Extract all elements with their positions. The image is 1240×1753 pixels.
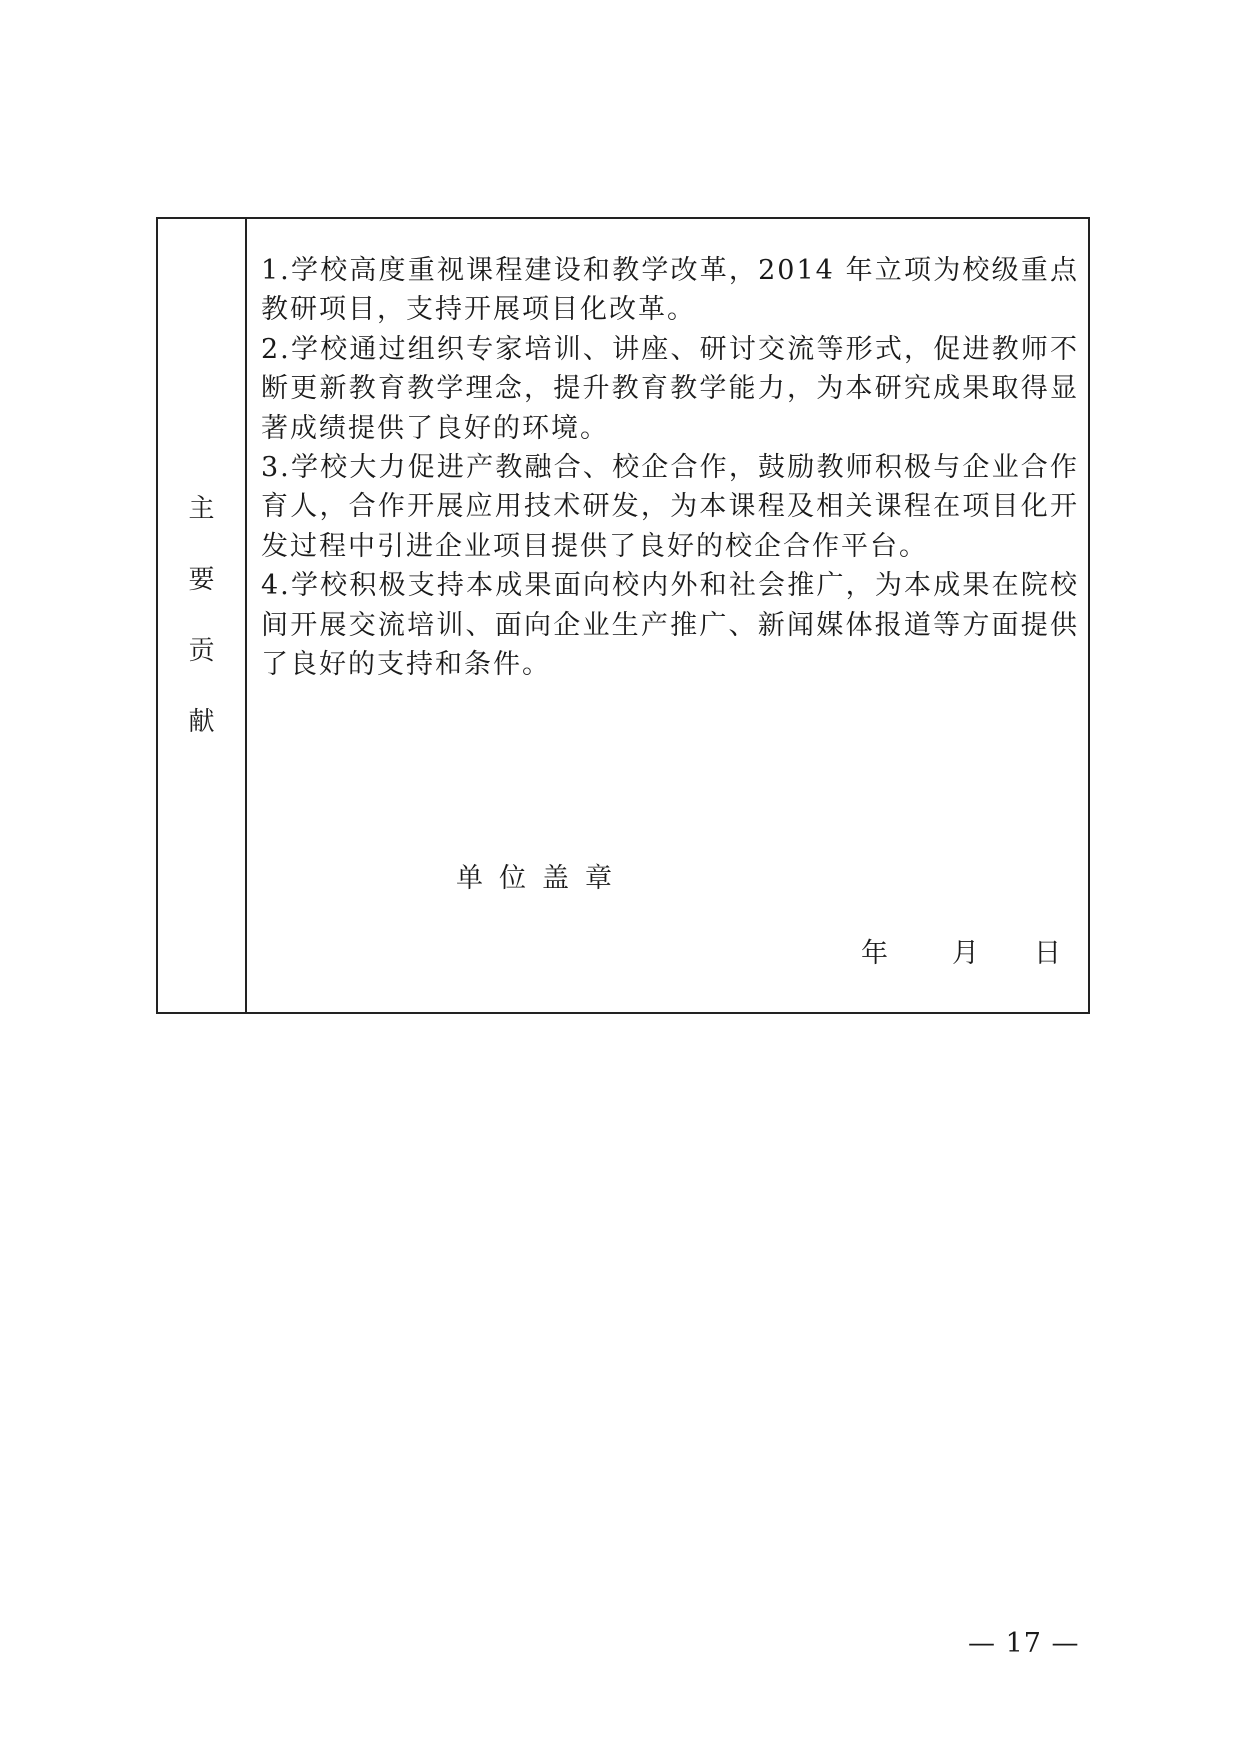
date-year-label: 年 [861, 938, 888, 969]
row-label-cell [158, 219, 247, 1012]
contribution-paragraph: 4.学校积极支持本成果面向校内外和社会推广，为本成果在院校间开展交流培训、面向企业生产推广、新闻媒体报道等方面提供了良好的支持和条件。 [261, 570, 1079, 681]
contribution-paragraph: 2.学校通过组织专家培训、讲座、研讨交流等形式，促进教师不断更新教育教学理念，提升教育教学能力，为本研究成果取得显著成绩提供了良好的环境。 [261, 333, 1079, 444]
date-day-label: 日 [1034, 938, 1061, 969]
row-label-char: 贡 [188, 635, 215, 666]
content-cell [247, 219, 1088, 1012]
contribution-paragraph: 3.学校大力促进产教融合、校企合作，鼓励教师积极与企业合作育人，合作开展应用技术研发，为本课程及相关课程在项目化开发过程中引进企业项目提供了良好的校企合作平台。 [261, 452, 1079, 562]
date-month-label: 月 [952, 938, 979, 969]
page-number: — 17 — [968, 1628, 1080, 1659]
row-label-char: 要 [188, 564, 215, 595]
contribution-paragraph: 1.学校高度重视课程建设和教学改革，2014 年立项为校级重点教研项目，支持开展项目化改革。 [261, 255, 1079, 326]
unit-seal-label: 单位盖章 [456, 863, 628, 894]
contribution-list [261, 251, 1079, 684]
row-label-char: 献 [188, 706, 215, 737]
row-label-char: 主 [188, 493, 215, 524]
